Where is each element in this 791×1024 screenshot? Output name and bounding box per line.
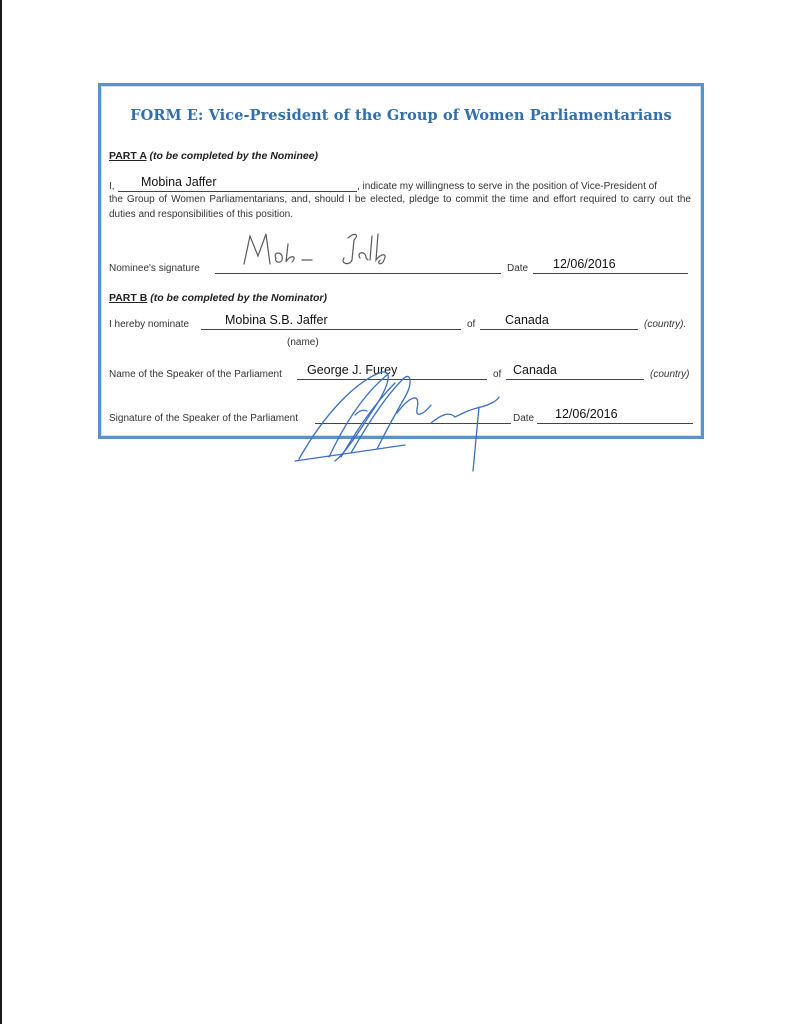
speaker-name-field[interactable] <box>297 379 487 380</box>
nominee-signature-line <box>109 252 699 274</box>
part-b-note: (to be completed by the Nominator) <box>150 292 327 304</box>
speaker-of-label: of <box>493 369 502 380</box>
nominee-declaration-line <box>109 176 699 192</box>
speaker-date-field[interactable] <box>537 423 693 424</box>
speaker-country-field[interactable] <box>506 379 644 380</box>
part-a-note: (to be completed by the Nominee) <box>149 150 319 162</box>
nominee-name-value: Mobina Jaffer <box>141 175 217 189</box>
nominee-date-field[interactable] <box>533 273 688 274</box>
nominate-of-label: of <box>467 319 476 330</box>
declaration-prefix: I, <box>109 181 115 192</box>
part-b-heading <box>109 292 327 304</box>
name-caption: (name) <box>287 337 319 348</box>
nominee-date-label: Date <box>507 263 529 274</box>
speaker-name-line <box>109 364 699 380</box>
speaker-name-value: George J. Furey <box>307 363 398 377</box>
nominated-name-field[interactable] <box>201 329 461 330</box>
speaker-country-value: Canada <box>513 363 557 377</box>
country-caption: (country). <box>644 319 687 330</box>
nominated-name-value: Mobina S.B. Jaffer <box>225 313 328 327</box>
part-a-label: PART A <box>109 150 147 162</box>
speaker-date-label: Date <box>513 413 535 424</box>
part-b-label: PART B <box>109 292 148 304</box>
nominee-date-value: 12/06/2016 <box>553 257 616 271</box>
nominee-signature-label: Nominee's signature <box>109 263 200 274</box>
nominated-country-field[interactable] <box>480 329 638 330</box>
part-a-heading <box>109 150 318 162</box>
nominee-name-field[interactable] <box>118 191 357 192</box>
scan-edge <box>0 0 2 1024</box>
nominate-line <box>109 314 699 330</box>
speaker-country-caption: (country) <box>650 369 690 380</box>
speaker-name-label: Name of the Speaker of the Parliament <box>109 369 282 380</box>
speaker-signature-label: Signature of the Speaker of the Parliament <box>109 413 299 424</box>
nominee-signature-field[interactable] <box>215 273 501 274</box>
speaker-signature-field[interactable] <box>315 423 511 424</box>
nominated-country-value: Canada <box>505 313 549 327</box>
speaker-signature-line <box>109 408 699 424</box>
nominate-label: I hereby nominate <box>109 319 190 330</box>
declaration-text: , indicate my willingness to serve in the position of Vice-President of <box>357 181 657 192</box>
form-title: FORM E: Vice-President of the Group of Women Parliamentarians <box>130 107 672 124</box>
form-e-box <box>98 83 704 439</box>
declaration-paragraph: the Group of Women Parliamentarians, and, should I be elected, pledge to commit the time and effort required to carry out the duties and responsibilities of this position. <box>109 194 691 220</box>
name-caption-row <box>287 332 347 348</box>
speaker-date-value: 12/06/2016 <box>555 407 618 421</box>
